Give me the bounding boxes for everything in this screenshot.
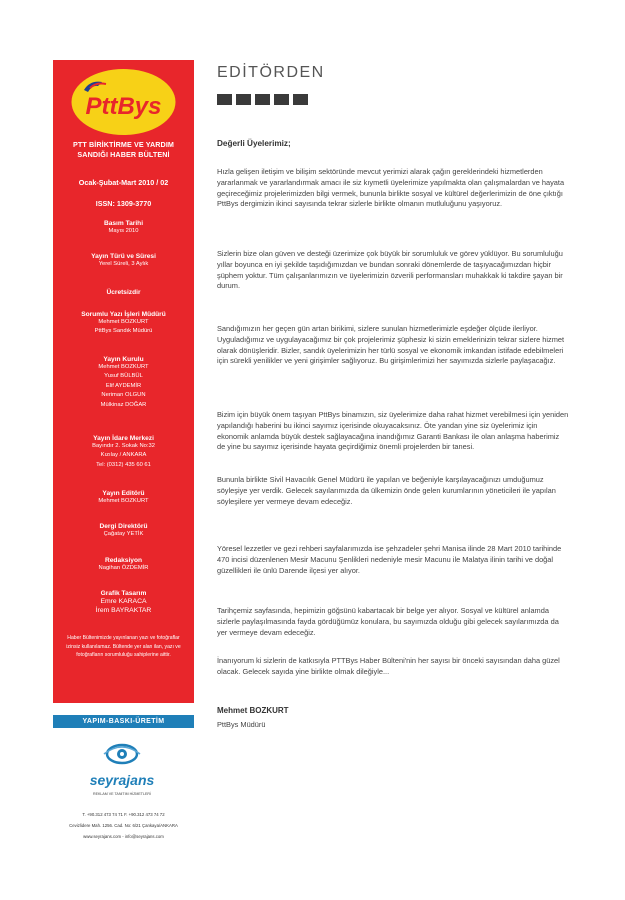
issue-date: Ocak-Şubat-Mart 2010 / 02: [78, 178, 169, 187]
bulletin-title: PTT BİRİKTİRME VE YARDIM SANDIĞI HABER BÜLTENİ: [72, 140, 175, 159]
pttbys-logo: [70, 68, 177, 136]
masthead-sidebar: [53, 60, 194, 703]
paragraph: İnanıyorum ki sizlerin de katkısıyla PTTBys Haber Bülteni'nin her sayısı bir önceki sayısından daha güzel olacak. Gelecek sayıda yine birlikte olmak dileğiyle...: [217, 656, 560, 676]
board-block: Yayın Kurulu Mehmet BOZKURT Yusuf BÜLBÜL Elif AYDEMİR Neriman OLGUN Mülkinaz DOĞAR: [53, 356, 194, 410]
issn: ISSN: 1309-3770: [95, 199, 152, 208]
page-title: EDİTÖRDEN: [217, 64, 325, 81]
resp-editor-block: Sorumlu Yazı İşleri Müdürü Mehmet BOZKURT PttBys Sandık Müdürü: [81, 311, 166, 335]
board-member: Elif AYDEMİR: [105, 382, 142, 389]
print-date-block: Basım Tarihi Mayıs 2010: [103, 220, 144, 234]
board-member: Mülkinaz DOĞAR: [100, 401, 147, 408]
logo-text: PttBys: [85, 93, 162, 120]
production-phone: T. +90.312 473 74 71 F. +90.312 473 74 72: [82, 812, 165, 817]
production-address: Cevizlidere Mah. 1256. Cad. No: 6/21 Çankaya/ANKARA: [69, 823, 178, 828]
production-bar: YAPIM-BASKI-ÜRETİM: [53, 715, 194, 728]
paragraph: Bununla birlikte Sivil Havacılık Genel Müdürü ile yapılan ve beğeniyle karşılayacağınızı umduğumuz söyleşiye yer verdik. Gelecek sayılarımızda da ülkemizin önde gelen kurumlarının yöneticileri ile yapılan söyleşilere yer vermeye devam edeceğiz.: [217, 475, 556, 506]
magazine-director-block: Dergi Direktörü Çağatay YETİK: [99, 523, 148, 537]
production-web[interactable]: www.seyrajans.com - info@seyrajans.com: [83, 834, 164, 839]
free-label: Ücretsizdir: [106, 289, 141, 296]
paragraph: Sizlerin bize olan güven ve desteği üzerimize çok büyük bir sorumluluk ve görev yüklüyor. Bu sorumluluğu yıllar boyunca en iyi şekilde taşıdığımızdan ve bundan sonraki dönemlerde de taşıyacağımızdan hiçbir şüphem yoktur. Tüm çalışanlarımızın ve üyelerimizin özverili performansları muhakkak ki takdire şayan bir durum.: [217, 249, 563, 291]
signature-role: PttBys Müdürü: [217, 720, 266, 729]
board-member: Yusuf BÜLBÜL: [104, 373, 143, 380]
copyright-note: Haber Bültenimizde yayınlanan yazı ve fotoğraflar izinsiz kullanılamaz. Bültende yer alan ilan, yazı ve fotoğrafların sorumluluğu sahiplerine aittir.: [66, 635, 181, 659]
title-decoration: [217, 94, 308, 105]
salutation: Değerli Üyelerimiz;: [217, 139, 291, 148]
paragraph: Tarihçemiz sayfasında, hepimizin göğsünü kabartacak bir belge yer alıyor. Sosyal ve kültürel anlamda sizlerle paylaşılmasında fayda gördüğümüz konulara, bu sayımızda olduğu gibi gelecek sayılarımızda da yer vermeye devam edeceğiz.: [217, 606, 559, 637]
redaction-block: Redaksiyon Nagihan ÖZDEMİR: [98, 557, 149, 571]
paragraph: Bizim için büyük önem taşıyan PttBys binamızın, siz üyelerimize daha rahat hizmet verebilmesi için yeniden yapılandığı haberini bu ikinci sayımız içerisinde okuyacaksınız. Öte yandan yine siz üyelerimiz için ekonomik anlamda büyük destek sağlayacağına inandığımız Garanti Bankası ile olan anlaşma haberimiz de yine bu sayımız içerisinde hayata geçirdiğimiz önemli projelerden bir tanesi.: [217, 410, 569, 452]
design-block: Grafik Tasarım Emre KARACA İrem BAYRAKTAR: [95, 590, 152, 614]
seyrajans-name: seyrajans: [90, 772, 154, 788]
seyrajans-logo: [90, 738, 154, 800]
board-member: Mehmet BOZKURT: [98, 364, 149, 370]
paragraph: Hızla gelişen iletişim ve bilişim sektöründe mevcut yerimizi alarak çağın gereklerindeki hizmetlerden yararlanmak ve yararlandırmak amacı ile siz kıymetli üyelerimize yapılmakta olan çalışmalardan ve hayata geçireceğimiz projelerimizden bilgi vermek, bununla birlikte sosyal ve kültürel değerlerimizin de öne çıktığı PttBys dergimizin ikinci sayısında tekrar sizlerle birlikte olmanın mutluluğunu yaşıyoruz.: [217, 167, 565, 209]
office-block: Yayın İdare Merkezi Bayındır 2. Sokak No:32 Kızılay / ANKARA Tel: (0312) 435 60 61: [92, 435, 155, 468]
signature-name: Mehmet BOZKURT: [217, 706, 289, 715]
editor-block: Yayın Editörü Mehmet BOZKURT: [98, 490, 149, 504]
pub-type-block: Yayın Türü ve Süresi Yerel Süreli, 3 Aylık: [91, 253, 156, 267]
board-member: Neriman OLGUN: [101, 392, 146, 399]
paragraph: Sandığımızın her geçen gün artan birikimi, sizlere sunulan hizmetlerimizle eşdeğer ölçüde ilerliyor. Uyguladığımız ve uygulayacağımız bir çok projelerimiz şüphesiz ki sizin emeklerinizin tekrar sizlere hizmet olarak dönüşleridir. Bizler, sandık üyelerimizin her türlü sosyal ve ekonomik imkandan istifade edebilmeleri için sürekli yenilikler ve yeni girişimler sağlıyoruz. Bu girişimlerimizi her sayımızda sizlerle paylaşacağız.: [217, 324, 565, 366]
seyrajans-tagline: REKLAM VE TANITIM HİZMETLERİ: [93, 792, 151, 796]
paragraph: Yöresel lezzetler ve gezi rehberi sayfalarımızda ise şehzadeler şehri Manisa ilinde 28 Mart 2010 tarihinde 470 incisi düzenlenen Mesir Macunu Şenlikleri nedeniyle mesir Macunu ile Malatya ilinin tarihi ve doğal güzellikleri ile ünlü Darende ilçesi yer alıyor.: [217, 544, 562, 575]
